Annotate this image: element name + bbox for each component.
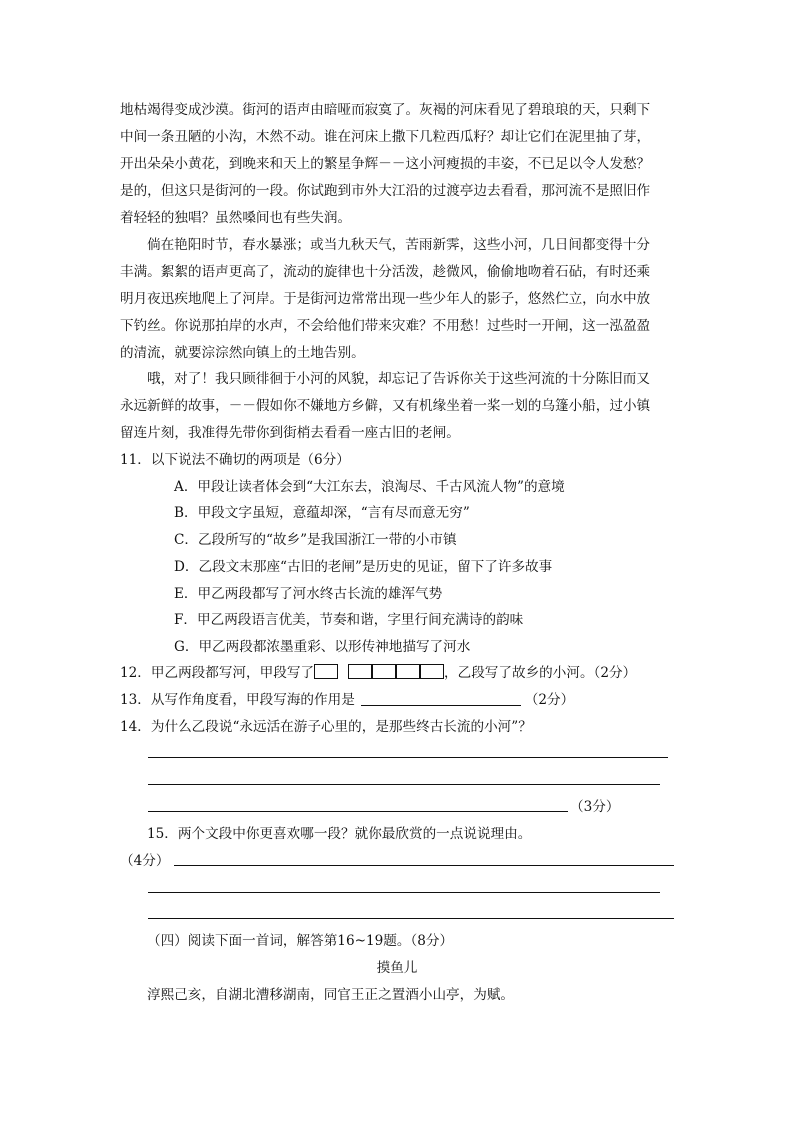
- answer-blank[interactable]: [361, 691, 521, 706]
- passage-line: 着轻轻的独唱？虽然嗓间也有些失润。: [120, 210, 352, 226]
- question-13: [120, 690, 574, 710]
- question-13-score: （2分）: [524, 692, 575, 708]
- passage-line: 下钓丝。你说那拍岸的水声，不会给他们带来灾难？不用愁！过些时一开闸，这一泓盈盈: [120, 318, 651, 334]
- answer-box[interactable]: [396, 664, 420, 679]
- passage-line: 永远新鲜的故事，－－假如你不嫌地方乡僻，又有机缘坐着一桨一划的乌篷小船，过小镇: [120, 398, 651, 414]
- passage-line: 哦，对了！我只顾徘徊于小河的风貌，却忘记了告诉你关于这些河流的十分陈旧而又: [147, 371, 650, 387]
- passage-line: 是的，但这只是街河的一段。你试跑到市外大江沿的过渡亭边去看看，那河流不是照旧作: [120, 183, 651, 199]
- passage-line: 开出朵朵小黄花，到晚来和天上的繁星争辉－－这小河瘦损的丰姿，不已足以令人发愁？: [120, 156, 651, 172]
- question-13-text: 13．从写作角度看，甲段写海的作用是: [120, 692, 355, 708]
- answer-line[interactable]: [148, 784, 660, 785]
- poem-preface: 淳熙己亥，自湖北漕移湖南，同官王正之置酒小山亭，为赋。: [147, 987, 515, 1003]
- answer-line[interactable]: [174, 865, 674, 866]
- question-11-stem: 11．以下说法不确切的两项是（6分）: [120, 452, 350, 468]
- question-14-stem: 14．为什么乙段说“永远活在游子心里的，是那些终古长流的小河”？: [120, 719, 532, 735]
- answer-line[interactable]: [148, 918, 674, 919]
- section-4-heading: （四）阅读下面一首词，解答第16~19题。（8分）: [147, 933, 454, 949]
- answer-box[interactable]: [314, 664, 338, 679]
- passage-line: 明月夜迅疾地爬上了河岸。于是街河边常常出现一些少年人的影子，悠然伫立，向水中放: [120, 291, 651, 307]
- question-12-text-end: ，乙段写了故乡的小河。（2分）: [444, 665, 637, 681]
- answer-box[interactable]: [372, 664, 396, 679]
- passage-line: 中间一条丑陋的小沟，木然不动。谁在河床上撒下几粒西瓜籽？却让它们在泥里抽了芽，: [120, 129, 651, 145]
- passage-line: 留连片刻，我准得先带你到街梢去看看一座古旧的老闸。: [120, 425, 460, 441]
- passage-line: 的清流，就要淙淙然向镇上的土地告别。: [120, 345, 365, 361]
- option-e: E．甲乙两段都写了河水终古长流的雄浑气势: [174, 586, 443, 602]
- passage-line: 地枯竭得变成沙漠。街河的语声由暗哑而寂寞了。灰褐的河床看见了碧琅琅的天，只剩下: [120, 102, 651, 118]
- question-12-text: 12．甲乙两段都写河，甲段写了: [120, 665, 315, 681]
- question-15-stem: 15．两个文段中你更喜欢哪一段？就你最欣赏的一点说说理由。: [147, 826, 532, 842]
- question-15-score: （4分）: [120, 853, 170, 869]
- answer-line[interactable]: [148, 757, 668, 758]
- option-c: C．乙段所写的“故乡”是我国浙江一带的小市镇: [174, 532, 457, 548]
- question-12: [120, 663, 636, 683]
- option-d: D．乙段文末那座“古旧的老闸”是历史的见证，留下了许多故事: [174, 559, 553, 575]
- option-a: A．甲段让读者体会到“大江东去，浪淘尽、千古风流人物”的意境: [174, 479, 565, 495]
- answer-box[interactable]: [420, 664, 444, 679]
- answer-line[interactable]: [148, 892, 660, 893]
- option-f: F．甲乙两段语言优美，节奏和谐，字里行间充满诗的韵味: [174, 612, 524, 628]
- question-14-score: （3分）: [570, 799, 620, 815]
- answer-line[interactable]: [148, 811, 568, 812]
- answer-box[interactable]: [348, 664, 372, 679]
- passage-line: 倘在艳阳时节，春水暴涨；或当九秋天气，苦雨新霁，这些小河，几日间都变得十分: [147, 237, 650, 253]
- option-b: B．甲段文字虽短，意蕴却深，“言有尽而意无穷”: [174, 505, 470, 521]
- passage-line: 丰满。絮絮的语声更高了，流动的旋律也十分活泼，趁微风，偷偷地吻着石砧，有时还乘: [120, 264, 651, 280]
- poem-title: 摸鱼儿: [376, 960, 418, 976]
- option-g: G．甲乙两段都浓墨重彩、以形传神地描写了河水: [174, 639, 471, 655]
